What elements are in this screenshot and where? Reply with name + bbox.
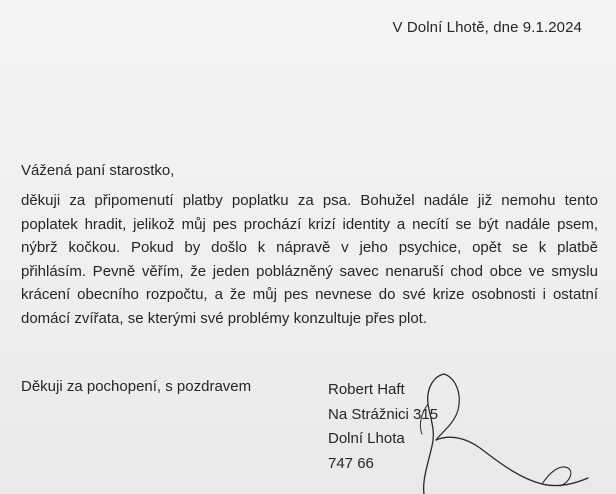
sender-postcode: 747 66: [328, 454, 374, 472]
sender-address: [328, 378, 438, 476]
body-line: krácení obecního rozpočtu, a že můj pes nevnese do své krize osobnosti i ostatní: [21, 286, 598, 304]
place-and-date: V Dolní Lhotě, dne 9.1.2024: [392, 19, 582, 36]
body-line: poplatek hradit, jelikož můj pes prochází krizí identity a necítí se být nadále psem,: [21, 215, 598, 233]
body-line: domácí zvířata, se kterými své problémy konzultuje přes plot.: [21, 309, 427, 327]
salutation: Vážená paní starostko,: [21, 162, 175, 179]
sender-name: Robert Haft: [328, 381, 405, 398]
closing: Děkuji za pochopení, s pozdravem: [21, 378, 252, 395]
body-line: děkuji za připomenutí platby poplatku za psa. Bohužel nadále již nemohu tento: [21, 192, 598, 209]
body-line: přihlásím. Pevně věřím, že jeden poblázněný savec nenaruší chod obce ve smyslu: [21, 262, 598, 280]
body-line: nýbrž kočkou. Pokud by došlo k nápravě v jeho psychice, opět se k platbě: [21, 239, 598, 257]
letter-body: [21, 189, 598, 331]
sender-city: Dolní Lhota: [328, 430, 405, 447]
sender-street: Na Strážnici 315: [328, 405, 439, 423]
